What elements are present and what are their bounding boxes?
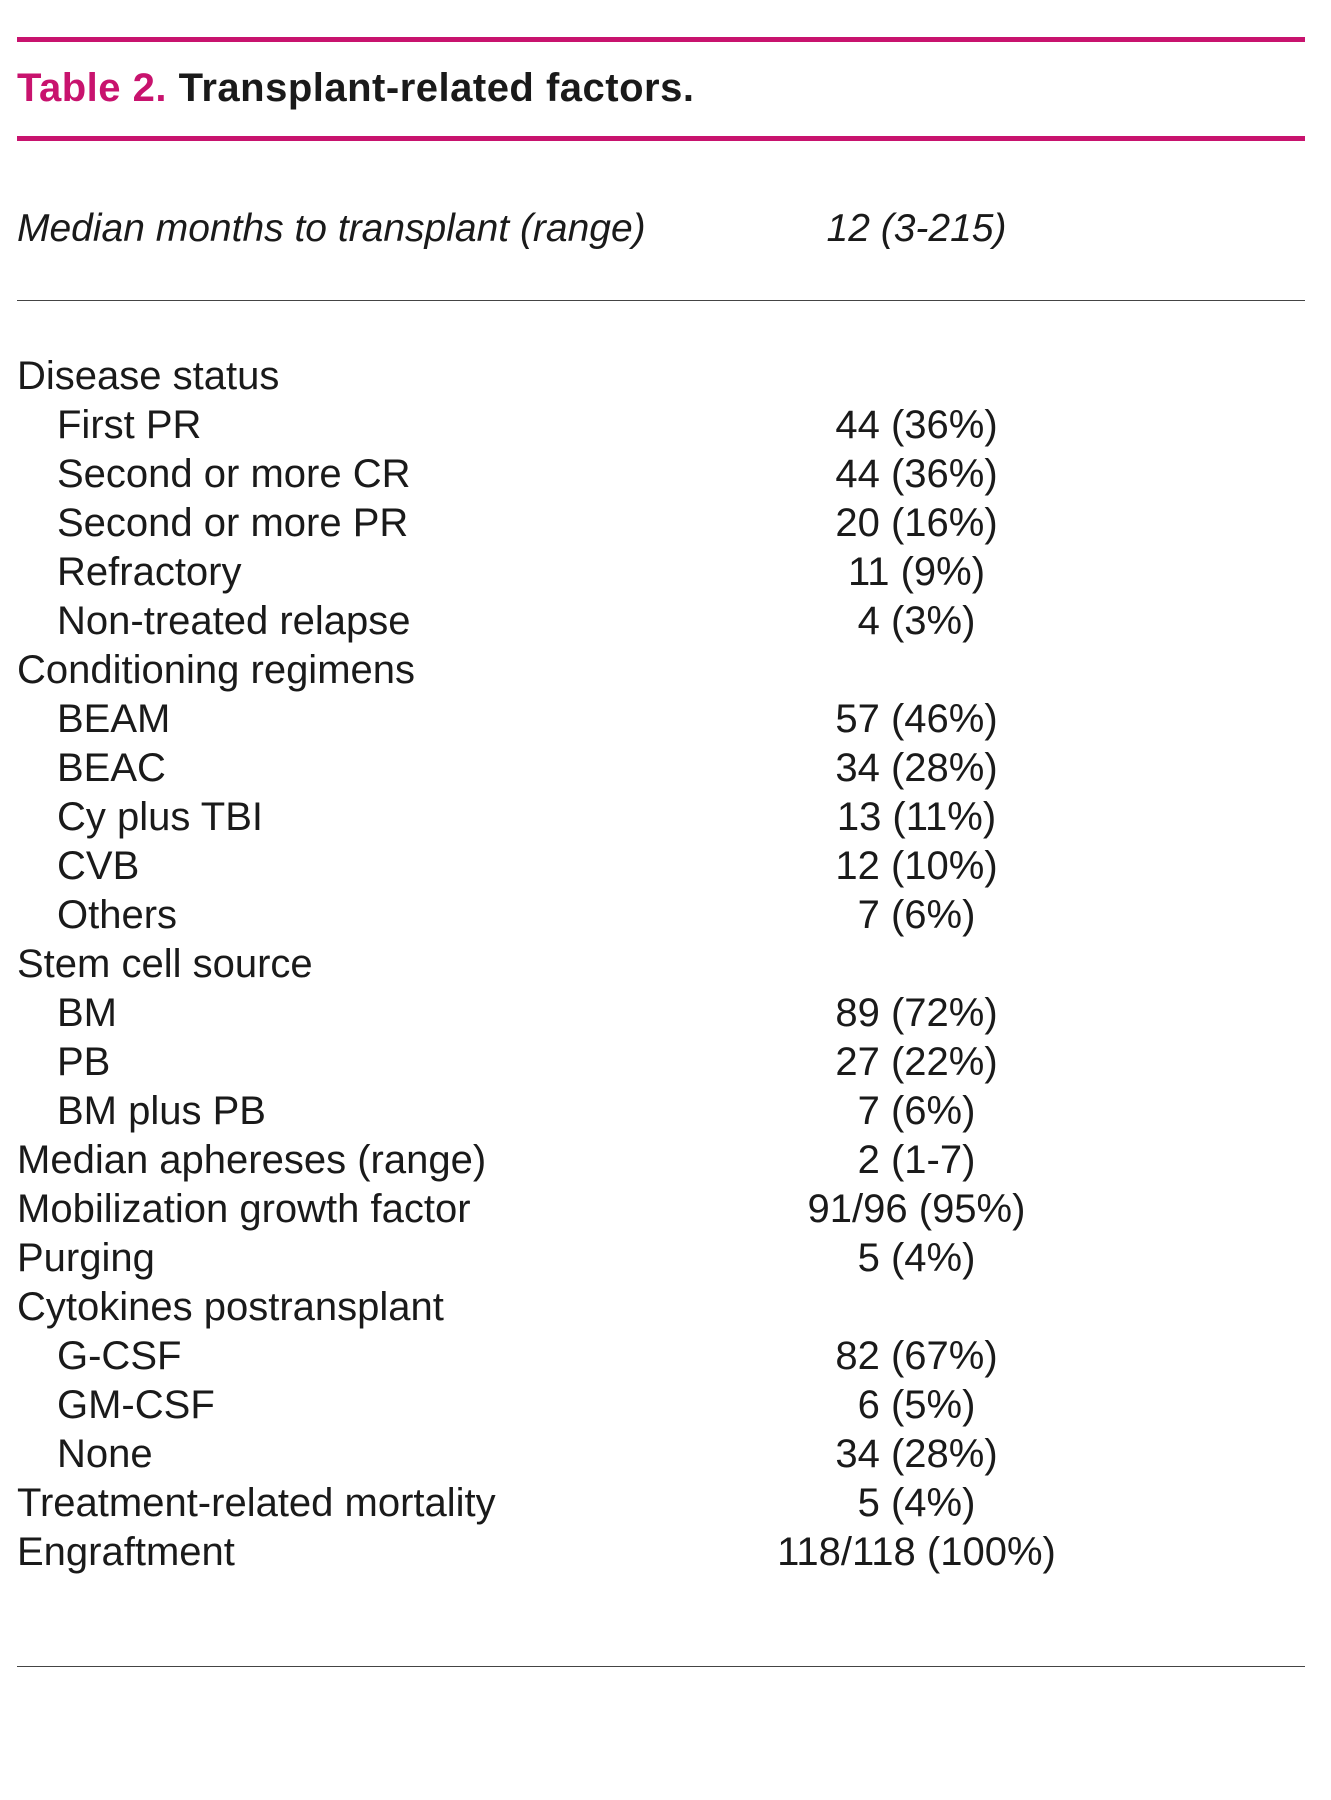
table-row (17, 697, 1305, 746)
row-label: Refractory (57, 550, 242, 594)
table-row (17, 501, 1305, 550)
table-row (17, 354, 1305, 403)
row-label: BEAM (57, 697, 171, 741)
row-label: Engraftment (17, 1530, 235, 1574)
row-value: 89 (72%) (835, 991, 998, 1035)
row-value: 11 (9%) (847, 550, 986, 594)
title-bottom-rule (17, 136, 1305, 141)
row-value: 27 (22%) (835, 1040, 998, 1084)
row-label: None (57, 1432, 153, 1476)
table-row (17, 991, 1305, 1040)
row-label: Cy plus TBI (57, 795, 263, 839)
table-row (17, 942, 1305, 991)
table-row (17, 1187, 1305, 1236)
row-label: First PR (57, 403, 202, 447)
row-label: Non-treated relapse (57, 599, 411, 643)
table-row (17, 1040, 1305, 1089)
table-row (17, 1089, 1305, 1138)
row-value: 13 (11%) (836, 795, 997, 839)
row-label: Mobilization growth factor (17, 1187, 471, 1231)
table-row (17, 452, 1305, 501)
row-value: 34 (28%) (835, 1432, 998, 1476)
row-value: 12 (10%) (835, 844, 998, 888)
row-value: 7 (6%) (857, 1089, 976, 1133)
title-top-rule (17, 37, 1305, 42)
header-label: Median months to transplant (range) (17, 207, 646, 250)
row-label: PB (57, 1040, 111, 1084)
row-label: Treatment-related mortality (17, 1481, 496, 1525)
table-row (17, 1334, 1305, 1383)
row-value: 118/118 (100%) (777, 1530, 1056, 1574)
row-value: 5 (4%) (857, 1236, 976, 1280)
row-value: 4 (3%) (857, 599, 976, 643)
row-value: 91/96 (95%) (807, 1187, 1026, 1231)
table-row (17, 1285, 1305, 1334)
row-label: Others (57, 893, 178, 937)
row-label: Cytokines postransplant (17, 1285, 444, 1329)
table-row (17, 403, 1305, 452)
row-value: 44 (36%) (835, 452, 998, 496)
table-row (17, 844, 1305, 893)
row-label: Disease status (17, 354, 280, 398)
table-body (17, 354, 1305, 1579)
row-label: CVB (57, 844, 140, 888)
row-label: BM plus PB (57, 1089, 266, 1133)
row-label: BEAC (57, 746, 166, 790)
row-label: GM-CSF (57, 1383, 215, 1427)
table-row (17, 599, 1305, 648)
row-label: Median aphereses (range) (17, 1138, 487, 1182)
table-header-row (17, 207, 1305, 261)
table-row (17, 1138, 1305, 1187)
table-row (17, 648, 1305, 697)
table-row (17, 1383, 1305, 1432)
row-value: 5 (4%) (857, 1481, 976, 1525)
header-value: 12 (3-215) (826, 207, 1007, 250)
row-label: Stem cell source (17, 942, 313, 986)
header-divider (17, 300, 1305, 301)
row-label: G-CSF (57, 1334, 182, 1378)
row-value: 82 (67%) (835, 1334, 998, 1378)
table-title-number: Table 2. (17, 66, 167, 110)
row-label: BM (57, 991, 117, 1035)
row-label: Purging (17, 1236, 155, 1280)
table-row (17, 893, 1305, 942)
table-title (17, 66, 694, 111)
row-value: 6 (5%) (857, 1383, 976, 1427)
table-row (17, 550, 1305, 599)
table-title-text: Transplant-related factors. (178, 66, 695, 110)
row-value: 20 (16%) (835, 501, 998, 545)
row-value: 57 (46%) (835, 697, 998, 741)
row-value: 7 (6%) (857, 893, 976, 937)
row-label: Second or more PR (57, 501, 409, 545)
table-row (17, 1236, 1305, 1285)
row-label: Second or more CR (57, 452, 411, 496)
table-row (17, 1481, 1305, 1530)
row-value: 34 (28%) (835, 746, 998, 790)
row-label: Conditioning regimens (17, 648, 416, 692)
table-row (17, 1530, 1305, 1579)
row-value: 44 (36%) (835, 403, 998, 447)
table-bottom-rule (17, 1666, 1305, 1667)
table-row (17, 795, 1305, 844)
row-value: 2 (1-7) (857, 1138, 976, 1182)
table-row (17, 746, 1305, 795)
table-row (17, 1432, 1305, 1481)
